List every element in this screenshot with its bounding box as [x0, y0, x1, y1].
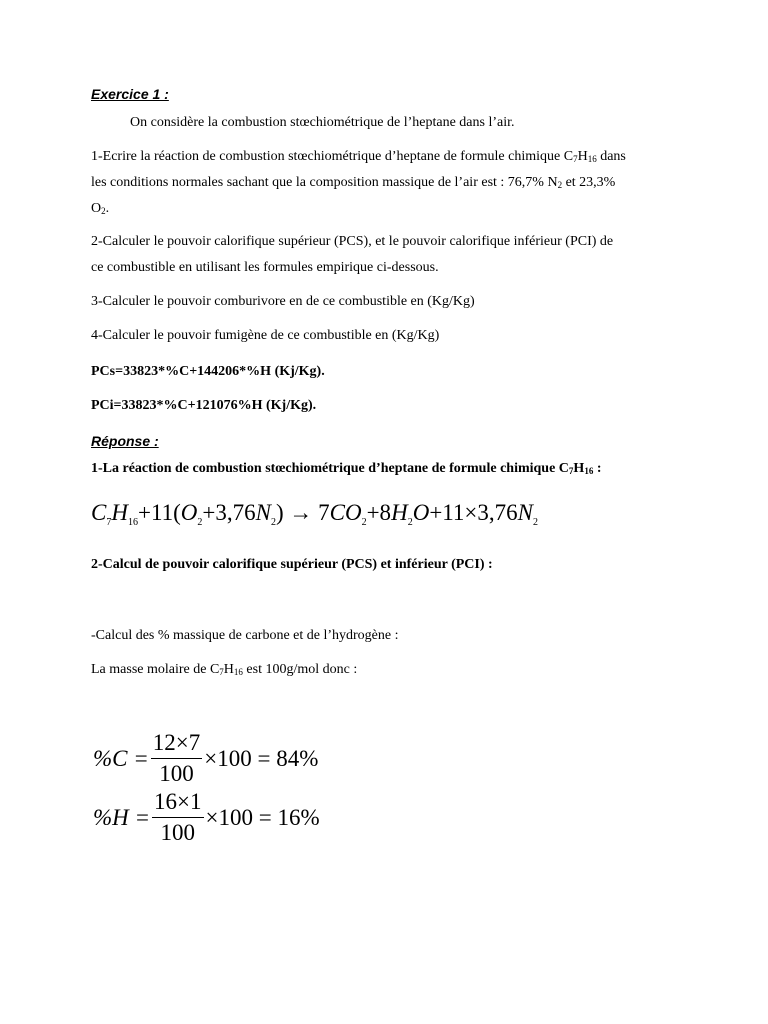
formula-pcs: PCs=33823*%C+144206*%H (Kj/Kg). [91, 364, 325, 379]
carbon-fraction: $\frac{12\times 7}{100}$ [152, 730, 201, 786]
exercise-title: Exercice 1 : [91, 86, 169, 102]
question-2 [91, 229, 677, 281]
molar-mass-text: La masse molaire de $C_7H_{16}$ est 100g/mol donc : [91, 662, 358, 677]
hydrogen-percent-calc: %H = $\frac{16\times 1}{100}$ ×100 = 16% [93, 787, 320, 848]
question-4: 4-Calculer le pouvoir fumigène de ce combustible en (Kg/Kg) [91, 328, 440, 343]
question-1: 1-Ecrire la réaction de combustion stœchiométrique d’heptane de formule chimique $C_7H_{16}$ dans les conditions normales sachant que la composition massique de l’air est : 76,7% $N_2$ et 23,3% $O_2$. [91, 149, 626, 216]
question-3: 3-Calculer le pouvoir comburivore en de ce combustible en (Kg/Kg) [91, 294, 475, 309]
exercise-intro: On considère la combustion stœchiométrique de l’heptane dans l’air. [130, 115, 515, 130]
carbon-percent-calc: %C = $\frac{12\times 7}{100}$ ×100 = 84% [93, 728, 318, 789]
question-2-line-2: ce combustible en utilisant les formules empirique ci-dessous. [91, 260, 439, 275]
combustion-equation: $C_7H_{16}+11(O_2+3,76N_2) \to 7CO_2+8H_2O+11\times 3,76N_2$ [91, 500, 538, 528]
mass-percent-text: -Calcul des % massique de carbone et de l’hydrogène : [91, 628, 399, 643]
response-2: 2-Calcul de pouvoir calorifique supérieur (PCS) et inférieur (PCI) : [91, 557, 493, 572]
response-title: Réponse : [91, 433, 159, 449]
hydrogen-fraction: $\frac{16\times 1}{100}$ [154, 789, 202, 845]
formula-pci: PCi=33823*%C+121076%H (Kj/Kg). [91, 398, 317, 413]
response-1: 1-La réaction de combustion stœchiométrique d’heptane de formule chimique $C_7H_{16}$ : [91, 461, 602, 476]
question-2-line-1: 2-Calculer le pouvoir calorifique supérieur (PCS), et le pouvoir calorifique inférieur (PCI) de [91, 234, 614, 249]
